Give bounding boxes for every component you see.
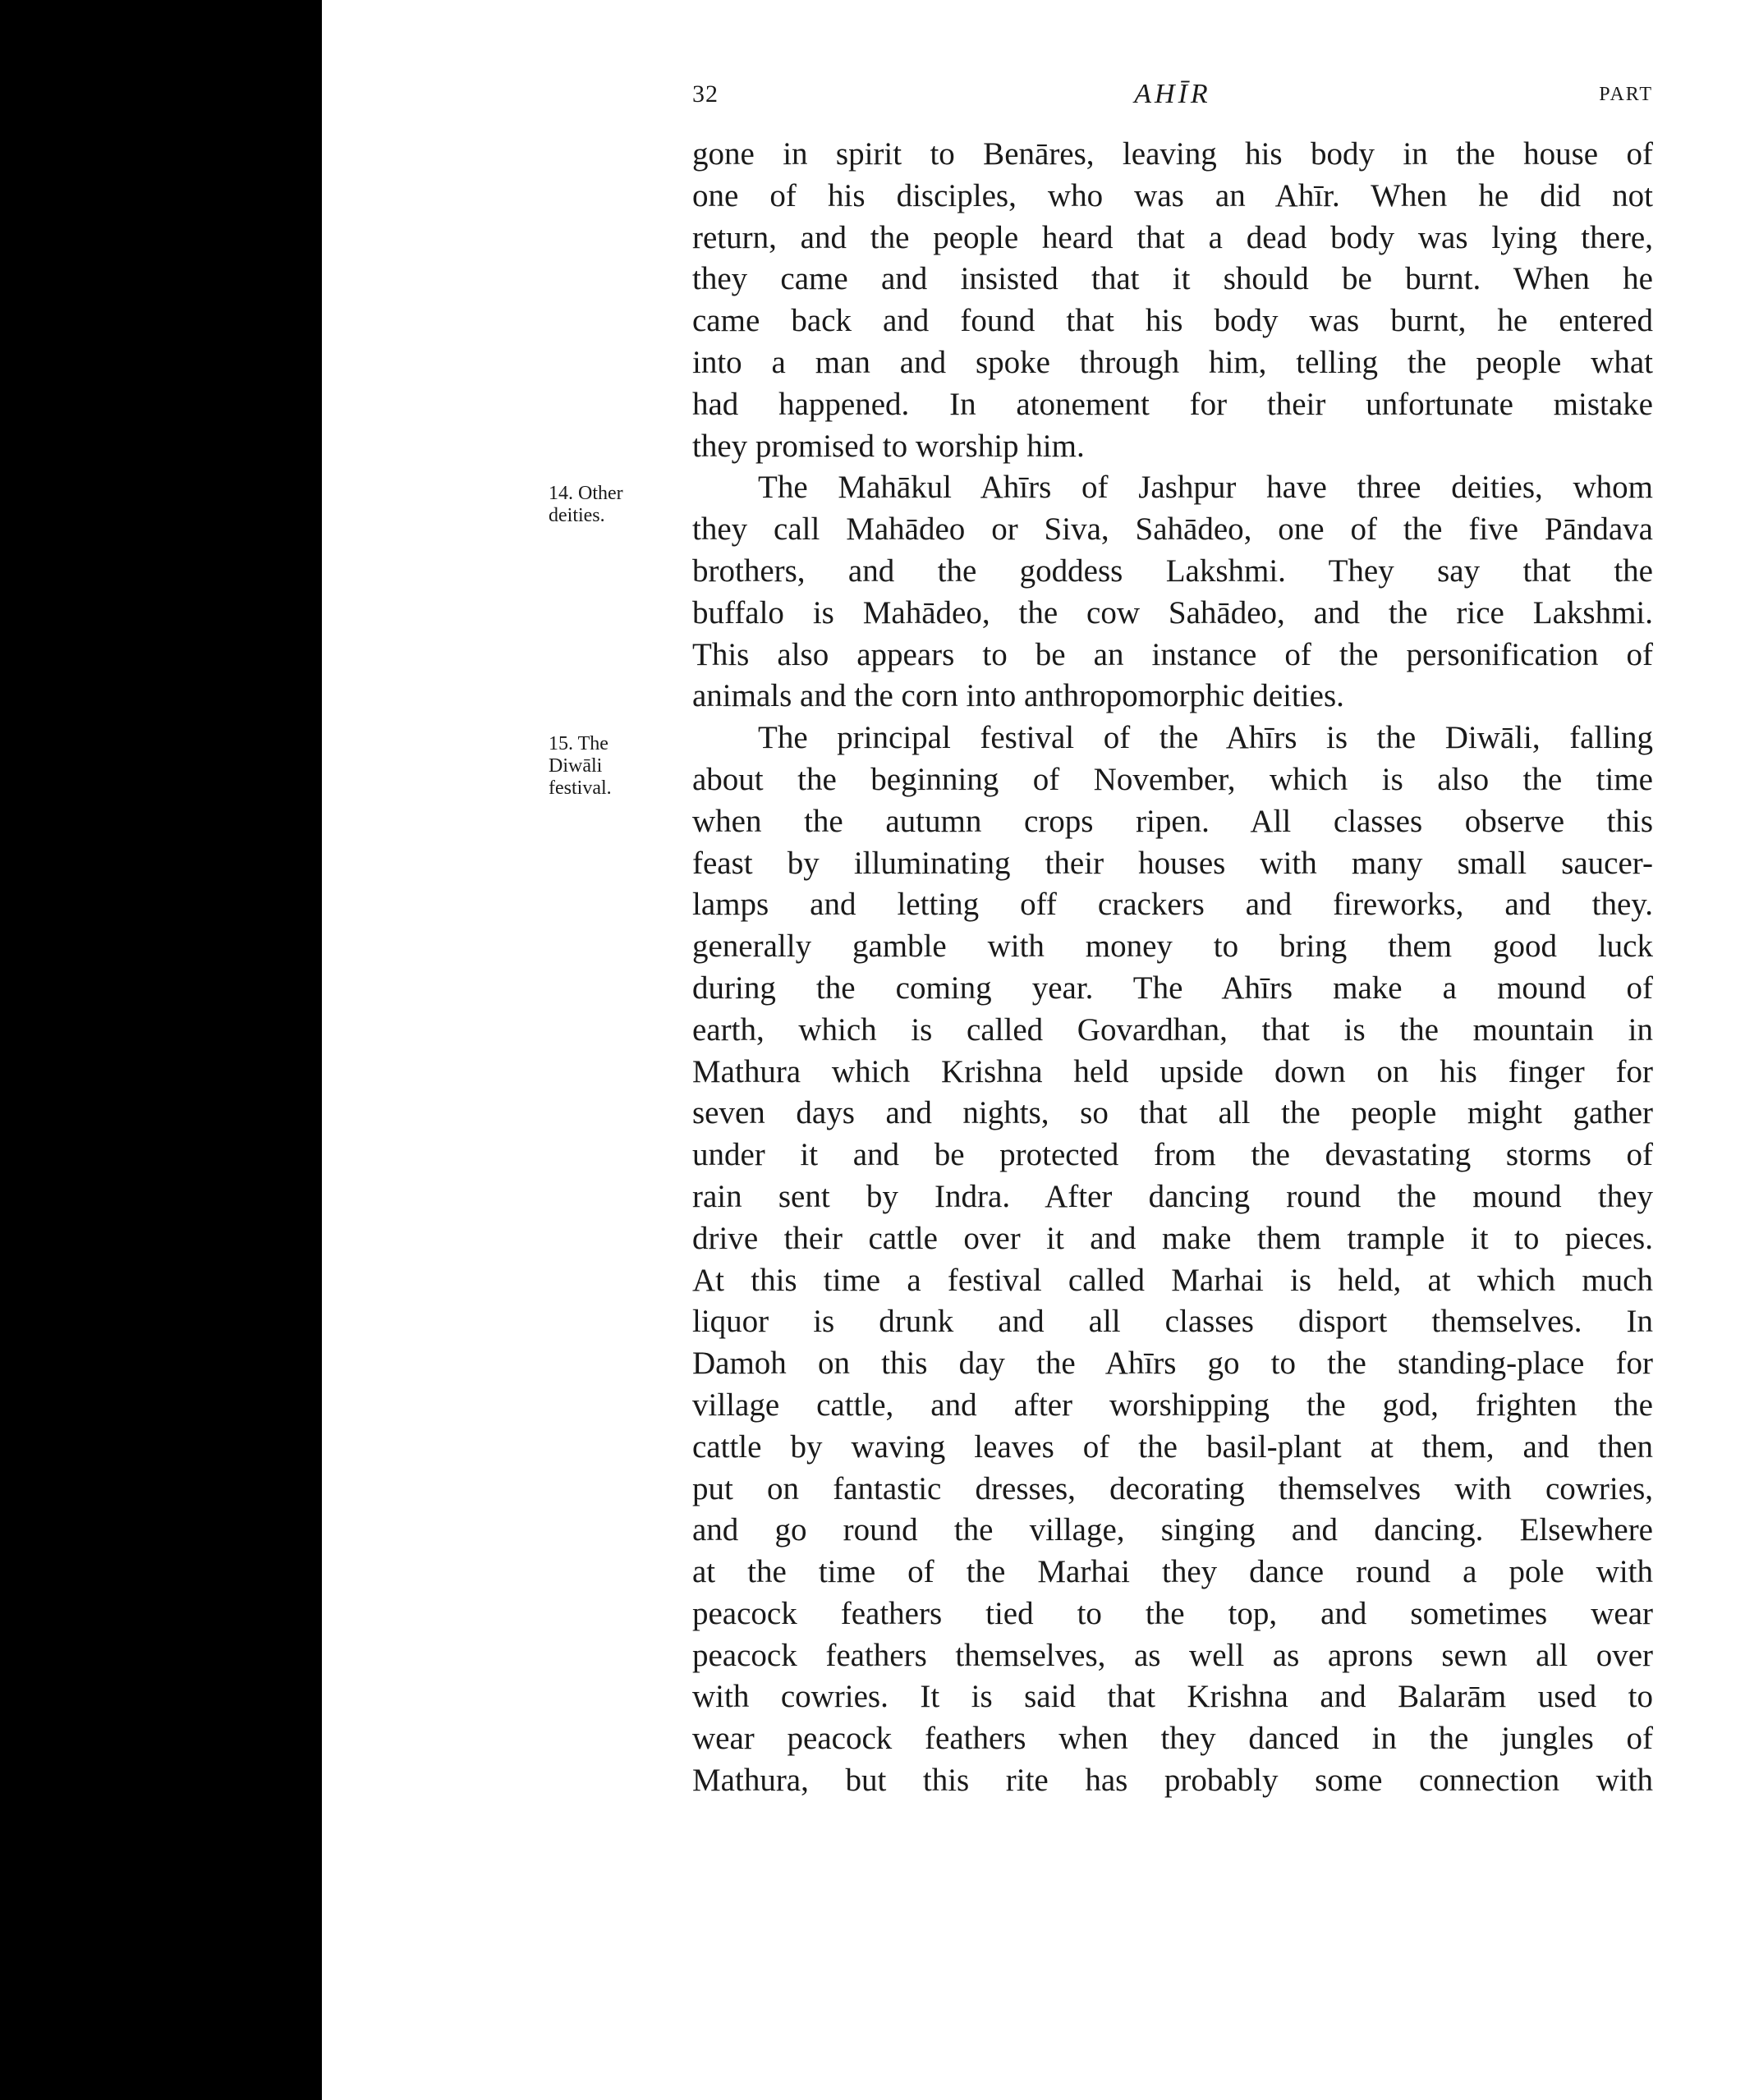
text-line: about the beginning of November, which is also the time xyxy=(692,761,1653,797)
side-note-line: festival. xyxy=(549,777,612,799)
side-note-line: 14. Other xyxy=(549,483,623,504)
text-line: put on fantastic dresses, decorating themselves with cowries, xyxy=(692,1470,1653,1506)
page-header xyxy=(692,80,1653,113)
text-line: cattle by waving leaves of the basil-plant at them, and then xyxy=(692,1428,1653,1465)
text-line: Damoh on this day the Ahīrs go to the standing-place for xyxy=(692,1346,1653,1382)
text-line: during the coming year. The Ahīrs make a mound of xyxy=(692,970,1653,1006)
text-line: had happened. In atonement for their unfortunate mistake xyxy=(692,386,1653,422)
part-label: PART xyxy=(1599,84,1653,105)
text-line: generally gamble with money to bring them good luck xyxy=(692,928,1653,965)
text-line: This also appears to be an instance of the personification of xyxy=(692,636,1653,672)
text-line: animals and the corn into anthropomorphic deities. xyxy=(692,678,1344,714)
text-line: village cattle, and after worshipping the god, frighten the xyxy=(692,1387,1653,1423)
text-line: when the autumn crops ripen. All classes observe this xyxy=(692,803,1653,839)
text-line: feast by illuminating their houses with many small saucer- xyxy=(692,845,1653,881)
text-line: came back and found that his body was burnt, he entered xyxy=(692,303,1653,339)
text-line: at the time of the Marhai they dance round a pole with xyxy=(692,1554,1653,1590)
page-number: 32 xyxy=(692,80,719,108)
text-line: The Mahākul Ahīrs of Jashpur have three deities, whom xyxy=(758,470,1653,506)
body-text xyxy=(692,134,1653,1802)
text-line: peacock feathers tied to the top, and sometimes wear xyxy=(692,1595,1653,1631)
text-line: with cowries. It is said that Krishna and Balarām used to xyxy=(692,1679,1653,1715)
text-line: liquor is drunk and all classes disport themselves. In xyxy=(692,1304,1653,1340)
text-line: drive their cattle over it and make them trample it to pieces. xyxy=(692,1220,1653,1256)
text-line: they came and insisted that it should be burnt. When he xyxy=(692,261,1653,297)
text-line: Mathura, but this rite has probably some connection with xyxy=(692,1763,1653,1799)
scan-margin-black-band xyxy=(0,0,322,2100)
text-line: gone in spirit to Benāres, leaving his body in the house of xyxy=(692,136,1653,172)
side-note-line: deities. xyxy=(549,505,605,526)
text-line: and go round the village, singing and dancing. Elsewhere xyxy=(692,1512,1653,1548)
text-line: one of his disciples, who was an Ahīr. When he did not xyxy=(692,177,1653,213)
text-line: under it and be protected from the devastating storms of xyxy=(692,1137,1653,1173)
text-line: into a man and spoke through him, telling the people what xyxy=(692,344,1653,380)
text-line: peacock feathers themselves, as well as aprons sewn all over xyxy=(692,1637,1653,1673)
running-head: AHĪR xyxy=(1134,79,1211,109)
text-line: seven days and nights, so that all the people might gather xyxy=(692,1095,1653,1131)
text-line: lamps and letting off crackers and fireworks, and they. xyxy=(692,887,1653,923)
text-line: they promised to worship him. xyxy=(692,428,1085,464)
text-line: wear peacock feathers when they danced in the jungles of xyxy=(692,1721,1653,1757)
side-note-diwali-festival xyxy=(549,733,655,800)
side-note-other-deities xyxy=(549,483,655,527)
text-line: Mathura which Krishna held upside down on his finger for xyxy=(692,1053,1653,1089)
text-line: buffalo is Mahādeo, the cow Sahādeo, and the rice Lakshmi. xyxy=(692,594,1653,630)
text-line: The principal festival of the Ahīrs is the Diwāli, falling xyxy=(758,720,1653,756)
text-line: brothers, and the goddess Lakshmi. They say that the xyxy=(692,553,1653,589)
side-note-line: 15. The xyxy=(549,733,608,754)
side-note-line: Diwāli xyxy=(549,755,603,777)
text-line: At this time a festival called Marhai is held, at which much xyxy=(692,1262,1653,1298)
text-line: rain sent by Indra. After dancing round the mound they xyxy=(692,1178,1653,1214)
text-line: they call Mahādeo or Siva, Sahādeo, one of the five Pāndava xyxy=(692,511,1653,548)
text-line: earth, which is called Govardhan, that is the mountain in xyxy=(692,1011,1653,1048)
text-line: return, and the people heard that a dead body was lying there, xyxy=(692,219,1653,255)
